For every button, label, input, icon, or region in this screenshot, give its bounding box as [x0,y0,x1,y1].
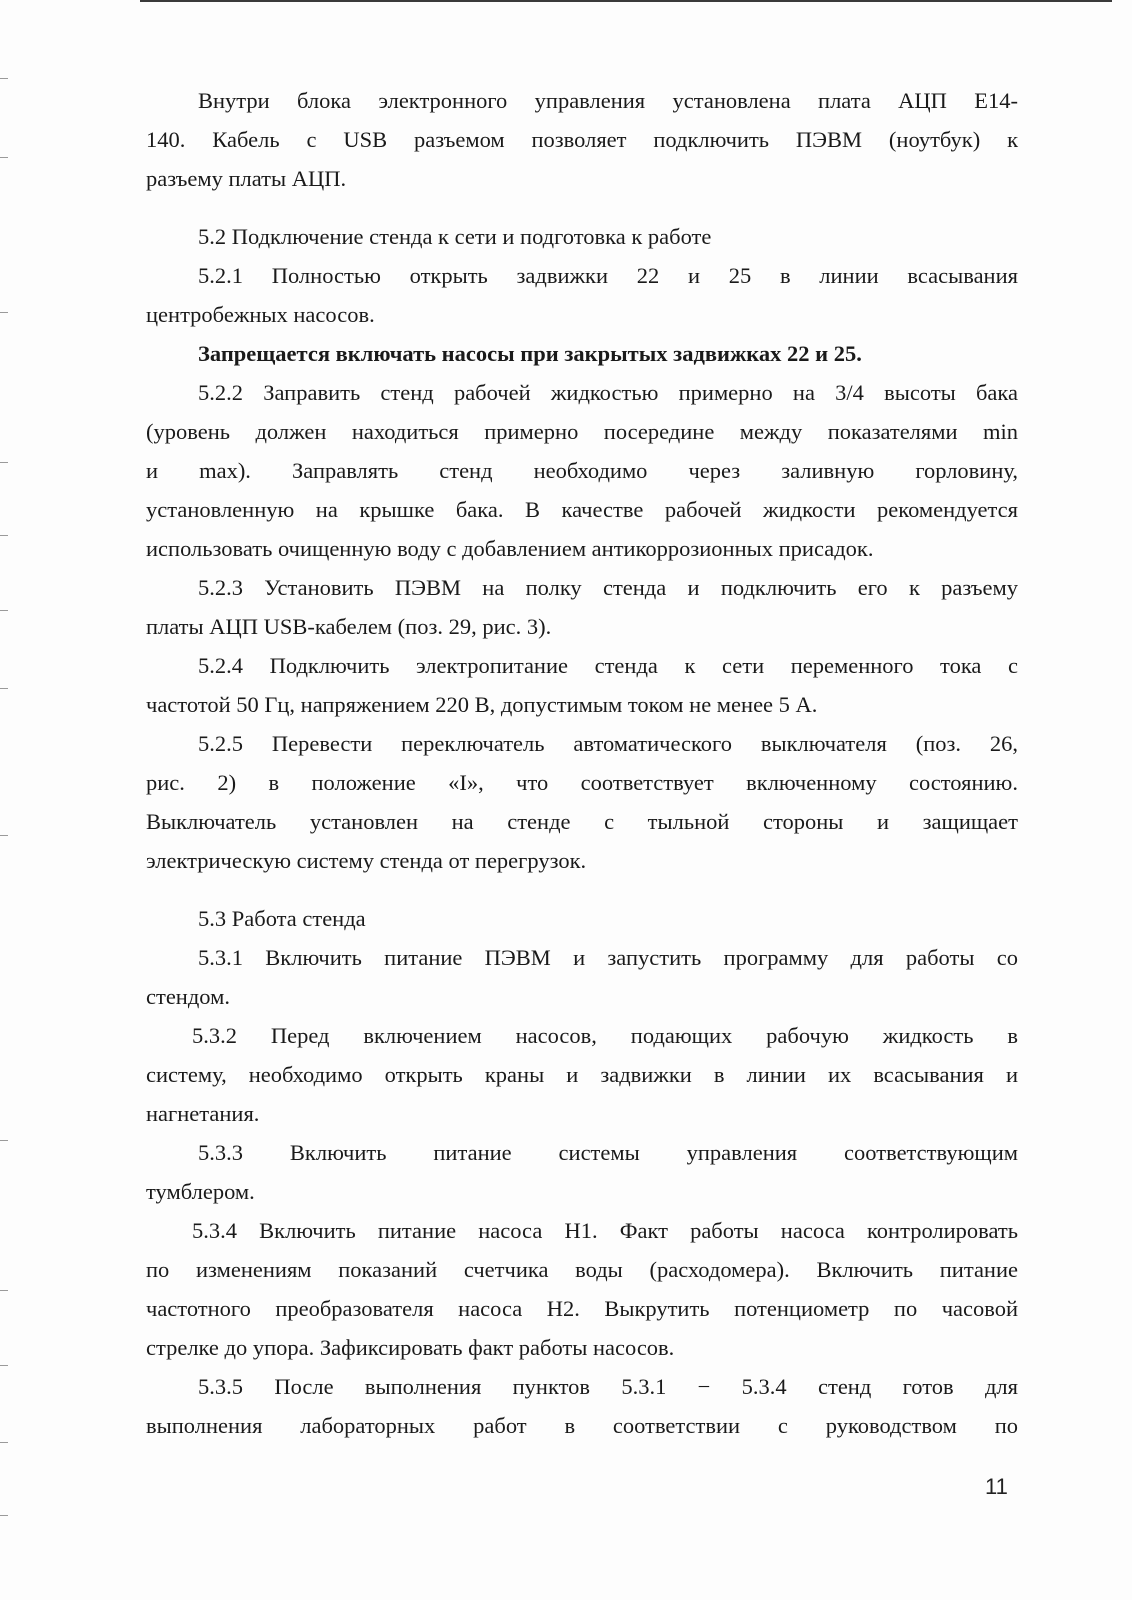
margin-mark [0,835,8,836]
margin-mark [0,1290,8,1291]
heading-text: 5.3 Работа стенда [198,906,366,931]
paragraph-5-2-4 [146,646,1018,724]
paragraph-intro [146,81,1018,198]
section-heading-5-3 [146,899,1018,938]
text-line: стендом. [146,984,230,1009]
paragraph-5-2-1 [146,256,1018,334]
paragraph-5-3-3 [146,1133,1018,1211]
paragraph-5-2-5 [146,724,1018,880]
text-line: нагнетания. [146,1101,260,1126]
text-line: 5.3.3 Включить питание системы управления соответствующим [198,1140,1018,1165]
text-line: использовать очищенную воду с добавлением антикоррозионных присадок. [146,536,874,561]
warning-text [146,334,1018,373]
top-border-line [140,0,1112,2]
text-line: разъему платы АЦП. [146,166,347,191]
paragraph-5-2-2 [146,373,1018,568]
warning-line: Запрещается включать насосы при закрытых задвижках 22 и 25. [198,341,862,366]
text-line: 5.2.5 Перевести переключатель автоматического выключателя (поз. 26, [198,731,1018,756]
margin-mark [0,535,8,536]
heading-text: 5.2 Подключение стенда к сети и подготовка к работе [198,224,712,249]
text-line: (уровень должен находиться примерно посередине между показателями min [146,419,1018,444]
paragraph-5-3-5 [146,1367,1018,1445]
margin-mark [0,462,8,463]
margin-mark [0,1365,8,1366]
paragraph-5-3-1 [146,938,1018,1016]
text-line: 5.2.4 Подключить электропитание стенда к сети переменного тока с [198,653,1018,678]
text-line: платы АЦП USB-кабелем (поз. 29, рис. 3). [146,614,552,639]
text-line: систему, необходимо открыть краны и задвижки в линии их всасывания и [146,1062,1018,1087]
paragraph-5-2-3 [146,568,1018,646]
text-line: по изменениям показаний счетчика воды (расходомера). Включить питание [146,1257,1018,1282]
section-heading-5-2 [146,217,1018,256]
text-line: стрелке до упора. Зафиксировать факт работы насосов. [146,1335,675,1360]
paragraph-5-3-2 [146,1016,1018,1133]
text-line: центробежных насосов. [146,302,375,327]
margin-mark [0,688,8,689]
margin-mark [0,78,8,79]
margin-mark [0,1442,8,1443]
margin-mark [0,1515,8,1516]
text-line: установленную на крышке бака. В качестве рабочей жидкости рекомендуется [146,497,1018,522]
margin-mark [0,1140,8,1141]
text-line: 140. Кабель с USB разъемом позволяет подключить ПЭВМ (ноутбук) к [146,127,1018,152]
text-line: 5.3.4 Включить питание насоса Н1. Факт работы насоса контролировать [192,1218,1018,1243]
text-line: 5.2.1 Полностью открыть задвижки 22 и 25 в линии всасывания [198,263,1018,288]
text-line: тумблером. [146,1179,255,1204]
text-line: 5.3.2 Перед включением насосов, подающих рабочую жидкость в [192,1023,1018,1048]
text-line: и max). Заправлять стенд необходимо через заливную горловину, [146,458,1018,483]
text-line: частотой 50 Гц, напряжением 220 В, допустимым током не менее 5 А. [146,692,818,717]
margin-mark [0,610,8,611]
text-line: Выключатель установлен на стенде с тыльной стороны и защищает [146,809,1018,834]
text-line: 5.2.2 Заправить стенд рабочей жидкостью примерно на 3/4 высоты бака [198,380,1018,405]
text-line: 5.3.1 Включить питание ПЭВМ и запустить программу для работы со [198,945,1018,970]
margin-mark [0,157,8,158]
text-line: рис. 2) в положение «I», что соответствует включенному состоянию. [146,770,1018,795]
paragraph-5-3-4 [146,1211,1018,1367]
margin-mark [0,312,8,313]
text-line: 5.2.3 Установить ПЭВМ на полку стенда и подключить его к разъему [198,575,1018,600]
text-line: Внутри блока электронного управления установлена плата АЦП Е14- [198,88,1018,113]
text-line: выполнения лабораторных работ в соответствии с руководством по [146,1413,1018,1438]
text-line: электрическую систему стенда от перегрузок. [146,848,587,873]
text-line: частотного преобразователя насоса Н2. Выкрутить потенциометр по часовой [146,1296,1018,1321]
document-body [146,81,1018,1445]
page-number: 11 [985,1474,1008,1499]
text-line: 5.3.5 После выполнения пунктов 5.3.1 − 5.3.4 стенд готов для [198,1374,1018,1399]
